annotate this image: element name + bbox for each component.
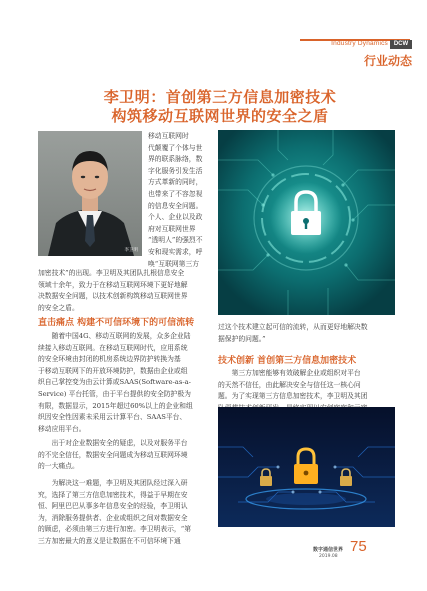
portrait-photo: [38, 131, 142, 256]
right-paragraph-top: 过这个技术建立起可信的流转，从而更好地解决数 据保护的问题。”: [218, 323, 368, 343]
right-paragraph-bottom: 第三方加密能够有效破解企业或组织对平台 的天然不信任，由此解决安全与信任这一核心问 题。为了实现第三方信息加密技术，李卫明及其团: [218, 369, 368, 401]
section-label-en: Industry Dynamics: [331, 40, 388, 47]
lock-circuit-illustration: [218, 130, 395, 315]
issue-date: 2019.08: [319, 554, 338, 559]
photo-caption: 李卫明: [124, 248, 138, 253]
paragraph-2: 出于对企业数据安全的疑虑，以及对服务平台 的不完全信任，数据安全问题成为移动互联网环境 的一大痛点。: [38, 439, 188, 471]
intro-text-narrow: 移动互联网时 代颠覆了个体与世 界的联系脉络，数 字化服务引发生活 方式革新的同时， 也带来了不容忽视 的信息安全问题。 个人、企业以及政 府对互联网世界 “透明人”的强烈不 安和现实需求，呼 唤“互联网第三方: [148, 132, 203, 268]
intro-text-full: 加密技术”的出现。李卫明及其团队扎根信息安全 领域十余年，致力于在移动互联网环境下更好地解 决数据安全问题，以技术创新构筑移动互联网世界 的安全之盾。: [38, 269, 188, 312]
section-label-cn: 行业动态: [363, 54, 412, 68]
section-heading-1: 直击痛点 构建不可信环境下的可信流转: [38, 318, 195, 328]
article-title-line1: 李卫明：首创第三方信息加密技术: [103, 88, 337, 106]
network-lock-illustration: [218, 407, 395, 527]
portrait-illustration: [38, 131, 142, 256]
publication-name: 数字通信世界: [313, 547, 344, 553]
magazine-logo: DCW: [390, 40, 412, 49]
padlock-network-icon: [218, 407, 395, 527]
article-title-line2: 构筑移动互联网世界的安全之盾: [111, 107, 329, 125]
page-number: 75: [350, 538, 367, 555]
lock-icon: [218, 130, 395, 315]
paragraph-1: 随着中国4G、移动互联网的发展，众多企业陆 续接入移动互联网。在移动互联网时代，应用系统 的安全环境由封闭的机房系统边界防护转换为基 于移动互联网下的开放环境防护，数据由企业或组 织自己掌控变为由云计算或SAAS(Software-as-a- Service) 平台托管，由于平台提供的安全防护极为 有限，数据显示，2015年超过60%以上的企业和组 织因安全性因素未采用云计算平台、SAAS平台、 移动应用平台。: [38, 332, 193, 433]
section-heading-2: 技术创新 首创第三方信息加密技术: [218, 356, 357, 366]
paragraph-3: 为解决这一难题，李卫明及其团队经过深入研 究，选择了第三方信息加密技术，得益于早期在安 恒、阿里巴巴从事多年信息安全的经验，李卫明认 为，消除服务提供者、企业或组织之间对数据安全 的顾虑，必须由第三方进行加密。李卫明表示，“第 三方加密最大的意义是让数据在不可信环境下通: [38, 479, 192, 545]
